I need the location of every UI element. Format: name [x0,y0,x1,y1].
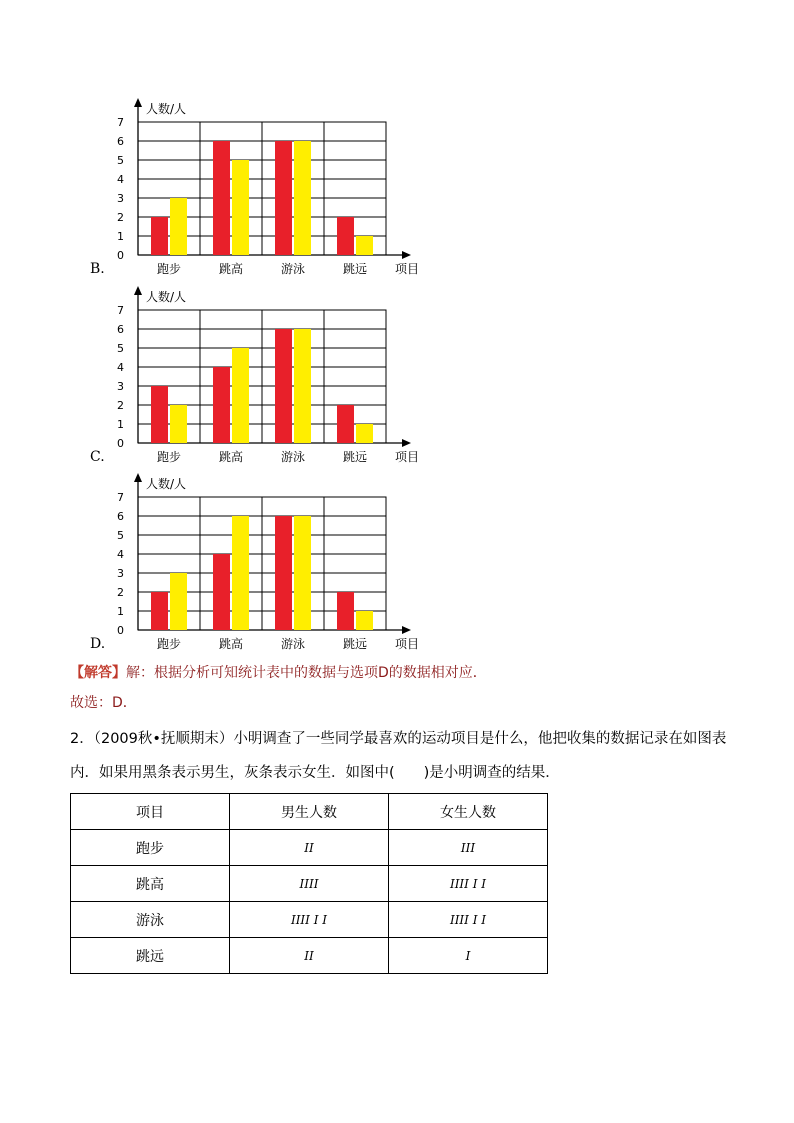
option-label: B. [90,261,105,277]
table-cell: 跑步 [71,830,230,866]
table-cell: II [230,830,389,866]
bar-girls [232,160,249,255]
y-tick-label: 7 [117,304,124,317]
y-tick-label: 0 [117,624,124,637]
table-header: 女生人数 [389,794,548,830]
option-label: D. [90,636,106,652]
bar-chart [90,283,430,468]
tally-table [70,793,548,974]
x-category-label: 跑步 [156,262,182,276]
x-category-label: 跳远 [342,450,368,464]
bar-girls [294,516,311,630]
x-category-label: 跳高 [218,450,244,464]
bar-girls [170,405,187,443]
bar-chart [90,470,430,655]
table-cell: II [230,938,389,974]
y-tick-label: 6 [117,323,124,336]
x-axis-label: 项目 [394,450,420,464]
option-label: C. [90,449,105,465]
y-axis-arrow [134,98,142,107]
chart-option-b [90,95,430,275]
question-text: 2．（2009秋•抚顺期末）小明调查了一些同学最喜欢的运动项目是什么，他把收集的数据记录在如图表内．如果用黑条表示男生，灰条表示女生．如图中( )是小明调查的结果． [70,731,727,781]
x-axis-arrow [402,439,411,447]
bar-girls [232,516,249,630]
y-tick-label: 4 [117,361,124,374]
y-axis-arrow [134,286,142,295]
y-tick-label: 0 [117,437,124,450]
bar-boys [275,141,292,255]
y-tick-label: 0 [117,249,124,262]
y-tick-label: 2 [117,211,124,224]
bar-chart [90,95,430,280]
x-category-label: 跳远 [342,637,368,651]
y-tick-label: 4 [117,548,124,561]
table-cell: 跳远 [71,938,230,974]
bar-boys [337,592,354,630]
bar-boys [275,329,292,443]
bar-boys [213,554,230,630]
y-tick-label: 5 [117,154,124,167]
y-tick-label: 1 [117,230,124,243]
x-axis-arrow [402,251,411,259]
bar-boys [213,367,230,443]
y-tick-label: 1 [117,418,124,431]
bar-boys [151,592,168,630]
y-tick-label: 5 [117,342,124,355]
chart-option-c [90,283,430,463]
x-category-label: 跳高 [218,637,244,651]
bar-boys [151,217,168,255]
bar-boys [151,386,168,443]
chart-option-d [90,470,430,650]
table-cell: 跳高 [71,866,230,902]
x-category-label: 游泳 [280,262,306,276]
x-axis-label: 项目 [394,637,420,651]
bar-boys [337,405,354,443]
bar-girls [232,348,249,443]
x-category-label: 跑步 [156,450,182,464]
bar-girls [170,198,187,255]
y-axis-unit-label: 人数/人 [146,290,187,304]
table-header: 男生人数 [230,794,389,830]
x-category-label: 游泳 [280,637,306,651]
y-tick-label: 3 [117,380,124,393]
y-tick-label: 6 [117,135,124,148]
answer-line [70,662,487,682]
y-axis-arrow [134,473,142,482]
table-cell: IIII I I [389,866,548,902]
y-tick-label: 2 [117,399,124,412]
bar-girls [170,573,187,630]
table-row [71,902,548,938]
bar-girls [294,329,311,443]
answer-pick: 故选：D． [70,695,137,711]
y-tick-label: 4 [117,173,124,186]
y-tick-label: 6 [117,510,124,523]
bar-boys [213,141,230,255]
x-category-label: 跳远 [342,262,368,276]
x-axis-arrow [402,626,411,634]
table-row [71,938,548,974]
table-cell: I [389,938,548,974]
table-header-row [71,794,548,830]
y-tick-label: 3 [117,567,124,580]
bar-girls [356,611,373,630]
table-row [71,830,548,866]
answer-text: 解：根据分析可知统计表中的数据与选项D的数据相对应． [126,665,487,681]
y-axis-unit-label: 人数/人 [146,477,187,491]
y-tick-label: 3 [117,192,124,205]
y-tick-label: 5 [117,529,124,542]
table-cell: IIII I I [230,902,389,938]
answer-tag: 【解答】 [70,665,126,681]
x-category-label: 游泳 [280,450,306,464]
y-tick-label: 1 [117,605,124,618]
y-tick-label: 2 [117,586,124,599]
x-category-label: 跑步 [156,637,182,651]
bar-girls [294,141,311,255]
bar-girls [356,424,373,443]
y-axis-unit-label: 人数/人 [146,102,187,116]
y-tick-label: 7 [117,491,124,504]
table-cell: IIII I I [389,902,548,938]
bar-boys [337,217,354,255]
table-cell: III [389,830,548,866]
table-row [71,866,548,902]
table-header: 项目 [71,794,230,830]
table-cell: 游泳 [71,902,230,938]
y-tick-label: 7 [117,116,124,129]
x-axis-label: 项目 [394,262,420,276]
x-category-label: 跳高 [218,262,244,276]
bar-girls [356,236,373,255]
table-cell: IIII [230,866,389,902]
bar-boys [275,516,292,630]
